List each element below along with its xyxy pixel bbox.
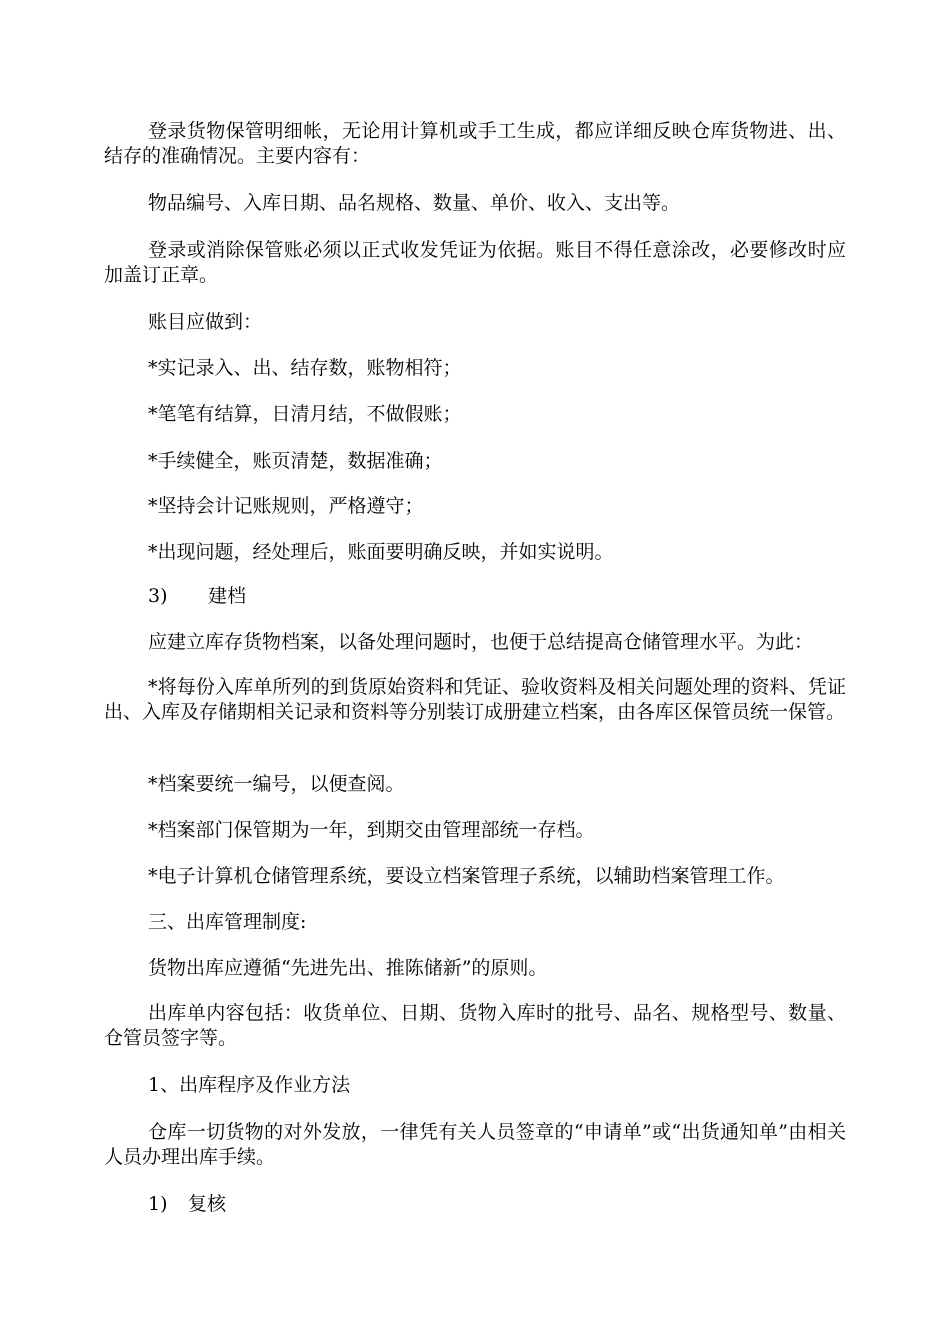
heading-outbound-procedure: 1、出库程序及作业方法 (148, 1074, 351, 1096)
section-number: 3) (148, 585, 168, 607)
list-item-archive-1: *将每份入库单所列的到货原始资料和凭证、验收资料及相关问题处理的资料、凭证出、入库及存储期相关记录和资料等分别装订成册建立档案，由各库区保管员统一保管。 (104, 676, 846, 723)
list-item-ledger-4: *坚持会计记账规则，严格遵守； (148, 495, 424, 517)
section-number: 1) (148, 1193, 168, 1215)
paragraph-archive-intro: 应建立库存货物档案，以备处理问题时，也便于总结提高仓储管理水平。为此： (148, 631, 814, 653)
heading-outbound-policy: 三、出库管理制度: (148, 911, 307, 933)
list-item-archive-2: *档案要统一编号，以便查阅。 (148, 773, 405, 795)
list-item-ledger-1: *实记录入、出、结存数，账物相符； (148, 357, 462, 379)
list-item-ledger-3: *手续健全，账页清楚，数据准确； (148, 450, 443, 472)
paragraph-ledger-details: 登录货物保管明细帐，无论用计算机或手工生成，都应详细反映仓库货物进、出、结存的准确情况。主要内容有： (104, 120, 846, 167)
paragraph-ledger-rules: 登录或消除保管账必须以正式收发凭证为依据。账目不得任意涂改，必要修改时应加盖订正章。 (104, 239, 846, 286)
section-title: 建档 (208, 585, 247, 607)
paragraph-outbound-release: 仓库一切货物的对外发放，一律凭有关人员签章的“申请单”或“出货通知单”由相关人员办理出库手续。 (104, 1121, 846, 1168)
list-item-archive-4: *电子计算机仓储管理系统，要设立档案管理子系统，以辅助档案管理工作。 (148, 865, 785, 887)
list-item-ledger-2: *笔笔有结算，日清月结，不做假账； (148, 403, 462, 425)
list-item-ledger-5: *出现问题，经处理后，账面要明确反映，并如实说明。 (148, 541, 614, 563)
paragraph-ledger-contents: 物品编号、入库日期、品名规格、数量、单价、收入、支出等。 (148, 192, 681, 214)
section-title: 复核 (188, 1193, 227, 1215)
paragraph-ledger-requirements: 账目应做到： (148, 311, 263, 333)
paragraph-fifo-principle: 货物出库应遵循“先进先出、推陈储新”的原则。 (148, 957, 548, 979)
list-item-archive-3: *档案部门保管期为一年，到期交由管理部统一存档。 (148, 819, 595, 841)
paragraph-outbound-form: 出库单内容包括：收货单位、日期、货物入库时的批号、品名、规格型号、数量、仓管员签字等。 (104, 1002, 846, 1049)
